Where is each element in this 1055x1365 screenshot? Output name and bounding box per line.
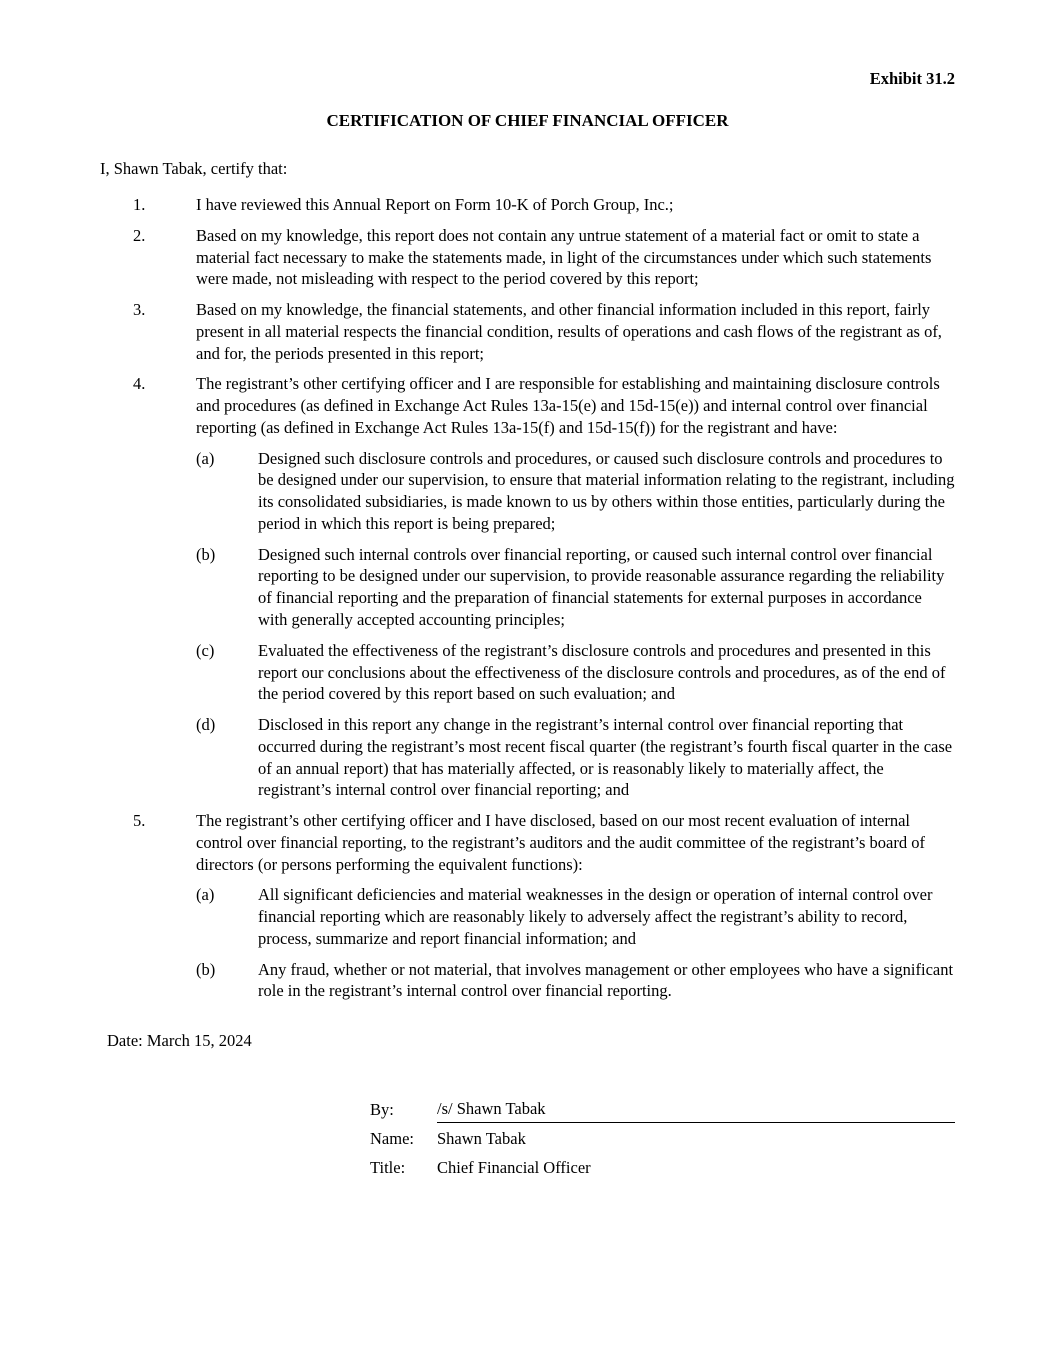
sub-item-letter: (b) xyxy=(196,959,216,979)
title-value: Chief Financial Officer xyxy=(437,1157,591,1177)
exhibit-label: Exhibit 31.2 xyxy=(869,69,955,88)
sub-item-letter: (c) xyxy=(196,640,215,660)
item-text: Based on my knowledge, this report does not contain any untrue statement of a material fact or omit to state a material fact necessary to make the statements made, in light of the circumstances under which such statements were made, not misleading with respect to the period covered by this report; xyxy=(196,225,932,289)
signature-block xyxy=(370,1098,955,1180)
list-item xyxy=(100,373,955,438)
item-number: 1. xyxy=(133,194,146,214)
sub-item-text: Disclosed in this report any change in the registrant’s internal control over financial reporting that occurred during the registrant’s most recent fiscal quarter (the registrant’s fourth fiscal quarter in the case of an annual report) that has materially affected, or is reasonably likely to materially affect, the registrant’s internal control over financial reporting; and xyxy=(258,715,953,800)
sub-item-text: Designed such internal controls over financial reporting, or caused such internal control over financial reporting to be designed under our supervision, to provide reasonable assurance regarding the reliability of financial reporting and the preparation of financial statements for external purposes in accordance with generally accepted accounting principles; xyxy=(258,544,945,629)
item-number: 2. xyxy=(133,225,146,245)
sub-item-text: Designed such disclosure controls and procedures, or caused such disclosure controls and procedures to be designed under our supervision, to ensure that material information relating to the registrant, including its consolidated subsidiaries, is made known to us by others within those entities, particularly during the period in which this report is being prepared; xyxy=(258,448,955,533)
item-text: The registrant’s other certifying officer and I are responsible for establishing and maintaining disclosure controls and procedures (as defined in Exchange Act Rules 13a-15(e) and 15d-15(e)) and internal control over financial reporting (as defined in Exchange Act Rules 13a-15(f) and 15d-15(f)) for the registrant and have: xyxy=(196,374,940,437)
list-item xyxy=(100,810,955,875)
item-number: 5. xyxy=(133,811,146,831)
title-label: Title: xyxy=(370,1157,406,1177)
list-item xyxy=(100,299,955,364)
document-title: CERTIFICATION OF CHIEF FINANCIAL OFFICER xyxy=(326,110,729,130)
sub-item-text: Any fraud, whether or not material, that involves management or other employees who have a significant role in the registrant’s internal control over financial reporting. xyxy=(258,959,954,1001)
sub-item-letter: (a) xyxy=(196,448,215,468)
sub-list-item xyxy=(100,640,955,705)
item-text: The registrant’s other certifying officer and I have disclosed, based on our most recent evaluation of internal control over financial reporting, to the registrant’s auditors and the audit committee of the registrant’s board of directors (or persons performing the equivalent functions): xyxy=(196,811,925,874)
item-text: Based on my knowledge, the financial statements, and other financial information included in this report, fairly present in all material respects the financial condition, results of operations and cash flows of the registrant as of, and for, the periods presented in this report; xyxy=(196,300,942,363)
item-number: 3. xyxy=(133,300,146,320)
sub-list-item xyxy=(100,714,955,801)
item-text: I have reviewed this Annual Report on Form 10-K of Porch Group, Inc.; xyxy=(196,194,674,214)
sub-list-item xyxy=(100,884,955,949)
sub-list-item xyxy=(100,448,955,535)
sub-item-text: All significant deficiencies and material weaknesses in the design or operation of internal control over financial reporting which are reasonably likely to adversely affect the registrant’s ability to record, process, summarize and report financial information; and xyxy=(258,885,933,948)
date-line: Date: March 15, 2024 xyxy=(107,1031,252,1051)
list-item xyxy=(100,225,955,290)
name-label: Name: xyxy=(370,1128,414,1148)
list-item xyxy=(100,194,955,216)
sub-item-letter: (d) xyxy=(196,715,216,735)
name-value: Shawn Tabak xyxy=(437,1128,526,1148)
sub-item-letter: (a) xyxy=(196,885,215,905)
by-label: By: xyxy=(370,1100,394,1119)
signature-name-row xyxy=(370,1128,955,1152)
sub-item-text: Evaluated the effectiveness of the registrant’s disclosure controls and procedures and presented in this report our conclusions about the effectiveness of the disclosure controls and procedures, as of the end of the period covered by this report based on such evaluation; and xyxy=(258,640,946,704)
sub-list-item xyxy=(100,544,955,631)
sub-list-item xyxy=(100,959,955,1003)
by-signature: /s/ Shawn Tabak xyxy=(437,1098,955,1123)
sub-item-letter: (b) xyxy=(196,544,216,564)
item-number: 4. xyxy=(133,374,146,394)
intro-line: I, Shawn Tabak, certify that: xyxy=(100,159,288,179)
signature-title-row xyxy=(370,1157,955,1181)
signature-by-row xyxy=(370,1098,955,1123)
